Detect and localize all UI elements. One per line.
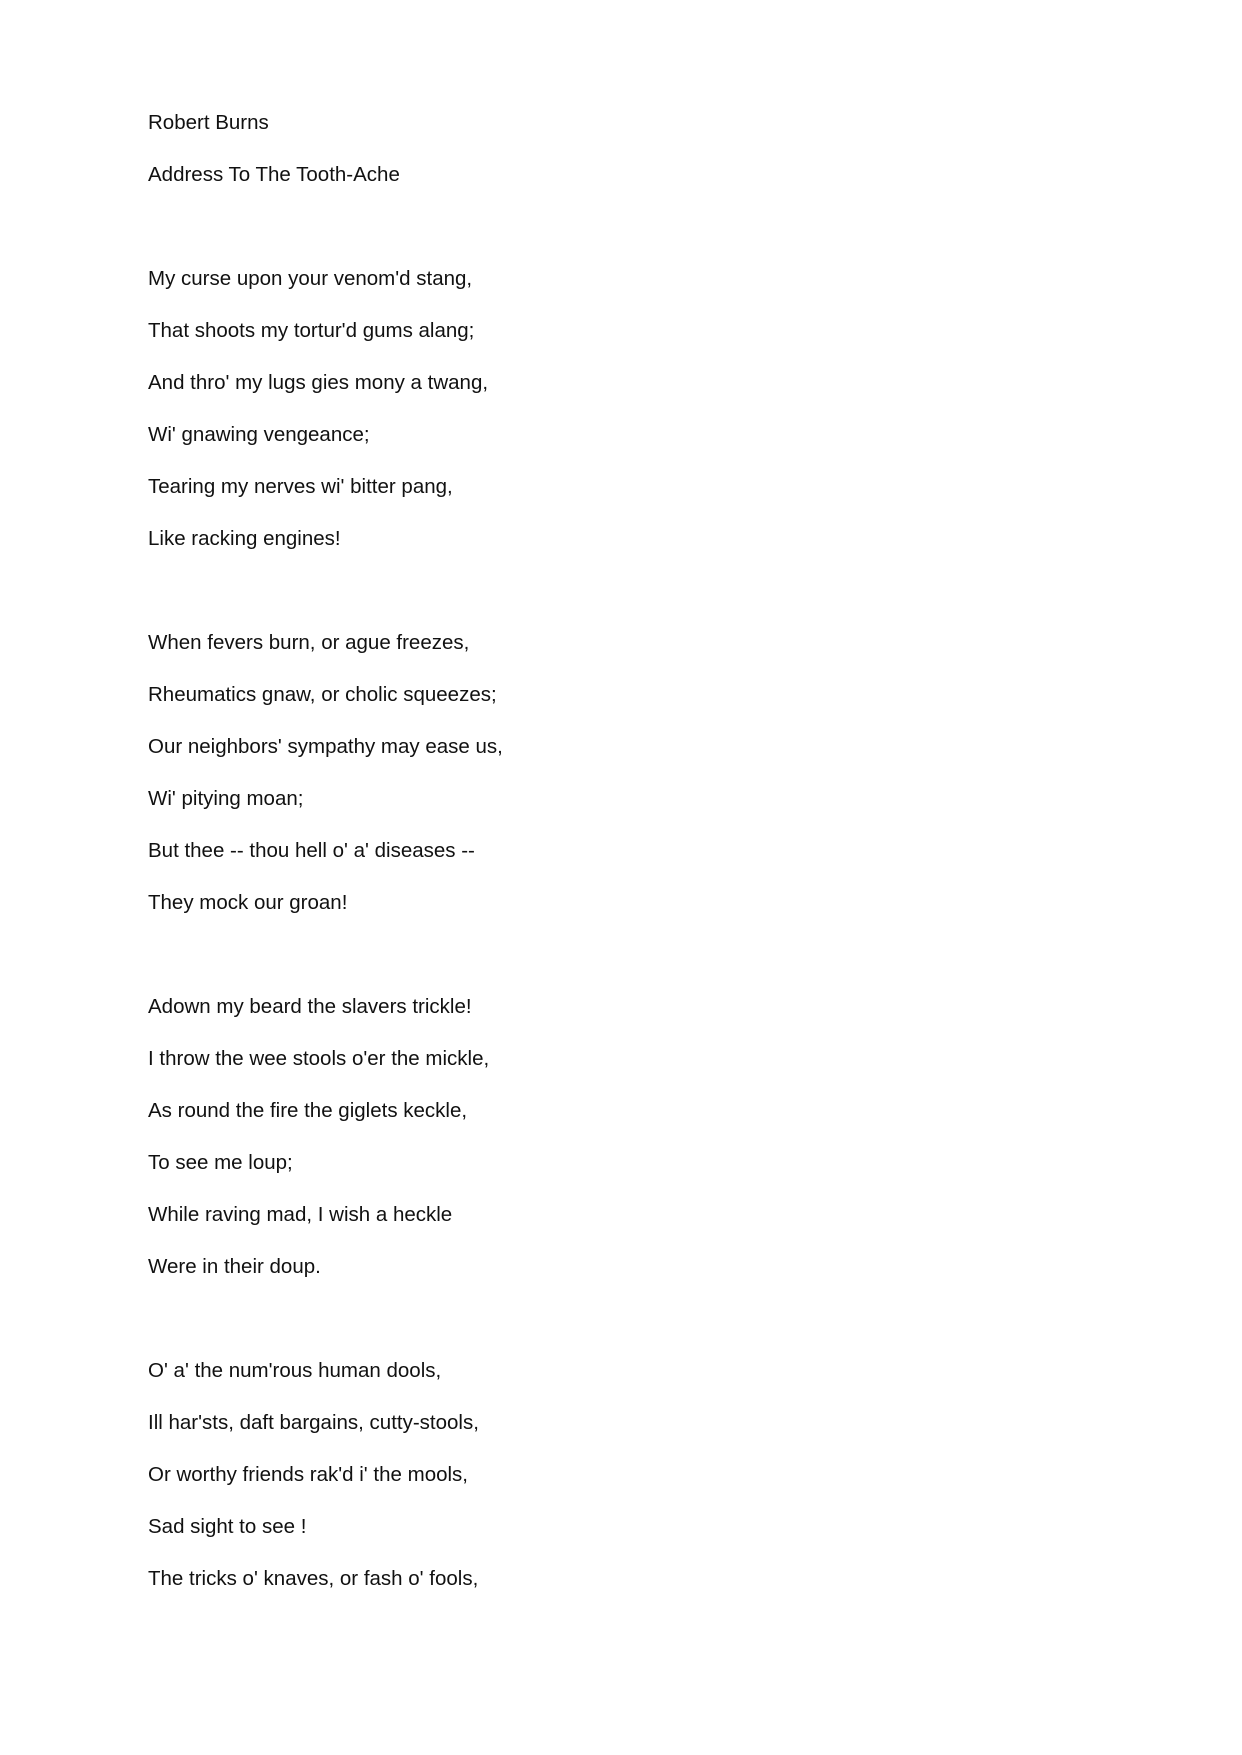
poem-text <box>148 109 1108 1617</box>
verse-line: As round the fire the giglets keckle, <box>148 1099 468 1122</box>
verse-line: Wi' gnawing vengeance; <box>148 423 370 446</box>
verse-line: When fevers burn, or ague freezes, <box>148 631 470 654</box>
verse-line: Adown my beard the slavers trickle! <box>148 995 472 1018</box>
blank-line <box>148 577 1108 629</box>
verse-line: Our neighbors' sympathy may ease us, <box>148 735 503 758</box>
verse-line: And thro' my lugs gies mony a twang, <box>148 371 489 394</box>
stanza-2 <box>148 629 1108 941</box>
verse-line: Ill har'sts, daft bargains, cutty-stools, <box>148 1411 479 1434</box>
verse-line: Wi' pitying moan; <box>148 787 304 810</box>
verse-line: While raving mad, I wish a heckle <box>148 1203 453 1226</box>
stanza-3 <box>148 993 1108 1305</box>
blank-line <box>148 1305 1108 1357</box>
verse-line: The tricks o' knaves, or fash o' fools, <box>148 1567 479 1590</box>
verse-line: My curse upon your venom'd stang, <box>148 267 473 290</box>
verse-line: To see me loup; <box>148 1151 293 1174</box>
verse-line: Rheumatics gnaw, or cholic squeezes; <box>148 683 497 706</box>
verse-line: Were in their doup. <box>148 1255 321 1278</box>
poem-title: Address To The Tooth-Ache <box>148 163 400 186</box>
author-name: Robert Burns <box>148 111 269 134</box>
verse-line: O' a' the num'rous human dools, <box>148 1359 442 1382</box>
verse-line: Sad sight to see ! <box>148 1515 307 1538</box>
verse-line: Like racking engines! <box>148 527 341 550</box>
verse-line: I throw the wee stools o'er the mickle, <box>148 1047 490 1070</box>
stanza-4 <box>148 1357 1108 1617</box>
stanza-1 <box>148 265 1108 577</box>
verse-line: But thee -- thou hell o' a' diseases -- <box>148 839 475 862</box>
verse-line: That shoots my tortur'd gums alang; <box>148 319 475 342</box>
blank-line <box>148 213 1108 265</box>
blank-line <box>148 941 1108 993</box>
verse-line: Or worthy friends rak'd i' the mools, <box>148 1463 468 1486</box>
verse-line: Tearing my nerves wi' bitter pang, <box>148 475 453 498</box>
verse-line: They mock our groan! <box>148 891 348 914</box>
